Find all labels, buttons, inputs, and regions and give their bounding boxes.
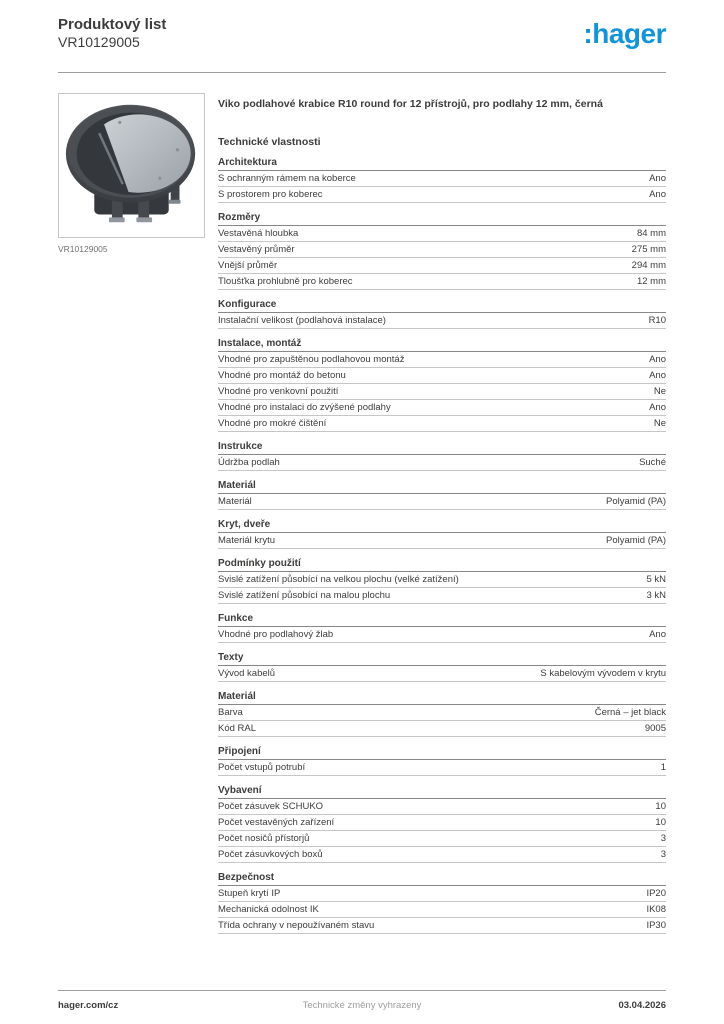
- spec-value: 294 mm: [631, 259, 666, 271]
- spec-value: 3: [660, 848, 666, 860]
- spec-value: IP20: [646, 887, 666, 899]
- spec-section: [218, 441, 666, 471]
- spec-section: [218, 558, 666, 604]
- spec-label: Vhodné pro zapuštěnou podlahovou montáž: [218, 353, 405, 365]
- spec-label: Počet zásuvkových boxů: [218, 848, 323, 860]
- spec-row: [218, 831, 666, 847]
- spec-value: Ano: [649, 628, 666, 640]
- spec-section: [218, 157, 666, 203]
- document-title: Produktový list: [58, 16, 167, 33]
- spec-value: 10: [655, 800, 666, 812]
- footer-website-link[interactable]: hager.com/cz: [58, 1000, 119, 1011]
- spec-row: [218, 171, 666, 187]
- spec-label: Vývod kabelů: [218, 667, 276, 679]
- spec-row: [218, 242, 666, 258]
- spec-value: IK08: [646, 903, 666, 915]
- spec-section-title: Vybavení: [218, 785, 666, 799]
- spec-value: Polyamid (PA): [605, 534, 666, 546]
- spec-row: [218, 705, 666, 721]
- footer-divider: [58, 990, 666, 991]
- spec-row: [218, 533, 666, 549]
- footer-disclaimer: Technické změny vyhrazeny: [302, 1000, 422, 1011]
- spec-value: 5 kN: [646, 573, 666, 585]
- spec-label: S ochranným rámem na koberce: [218, 172, 356, 184]
- product-title: Viko podlahové krabice R10 round for 12 přístrojů, pro podlahy 12 mm, černá: [218, 98, 603, 110]
- spec-value: 275 mm: [631, 243, 666, 255]
- spec-section-title: Konfigurace: [218, 299, 666, 313]
- spec-row: [218, 368, 666, 384]
- spec-row: [218, 886, 666, 902]
- page-header: [58, 16, 666, 66]
- spec-value: Suché: [639, 456, 666, 468]
- spec-label: Vhodné pro instalaci do zvýšené podlahy: [218, 401, 391, 413]
- spec-label: Vestavěná hloubka: [218, 227, 299, 239]
- page-footer: [58, 1000, 666, 1011]
- spec-label: Vhodné pro montáž do betonu: [218, 369, 346, 381]
- spec-section-title: Rozměry: [218, 212, 666, 226]
- spec-row: [218, 721, 666, 737]
- spec-value: Ne: [653, 417, 666, 429]
- spec-row: [218, 572, 666, 588]
- spec-section-title: Texty: [218, 652, 666, 666]
- spec-label: S prostorem pro koberec: [218, 188, 323, 200]
- spec-row: [218, 760, 666, 776]
- spec-label: Vhodné pro venkovní použití: [218, 385, 339, 397]
- spec-value: 10: [655, 816, 666, 828]
- header-divider: [58, 72, 666, 73]
- spec-value: Ano: [649, 369, 666, 381]
- spec-value: 3: [660, 832, 666, 844]
- spec-label: Mechanická odolnost IK: [218, 903, 319, 915]
- spec-label: Vestavěný průměr: [218, 243, 295, 255]
- spec-section: [218, 480, 666, 510]
- spec-value: Ano: [649, 353, 666, 365]
- spec-section: [218, 652, 666, 682]
- spec-section-title: Kryt, dveře: [218, 519, 666, 533]
- spec-section-title: Podmínky použití: [218, 558, 666, 572]
- spec-label: Třída ochrany v nepoužívaném stavu: [218, 919, 375, 931]
- spec-value: Ano: [649, 188, 666, 200]
- spec-section: [218, 212, 666, 290]
- spec-section: [218, 299, 666, 329]
- spec-row: [218, 400, 666, 416]
- spec-row: [218, 416, 666, 432]
- product-reference: VR10129005: [58, 34, 140, 50]
- spec-column: [218, 93, 666, 934]
- spec-section-title: Bezpečnost: [218, 872, 666, 886]
- spec-value: IP30: [646, 919, 666, 931]
- spec-row: [218, 313, 666, 329]
- spec-label: Stupeň krytí IP: [218, 887, 281, 899]
- spec-label: Instalační velikost (podlahová instalace): [218, 314, 386, 326]
- spec-section-title: Materiál: [218, 480, 666, 494]
- spec-row: [218, 902, 666, 918]
- product-image-column: [58, 93, 208, 254]
- spec-section-title: Připojení: [218, 746, 666, 760]
- spec-sections: [218, 157, 666, 934]
- product-image-caption: VR10129005: [58, 244, 108, 254]
- spec-label: Materiál: [218, 495, 252, 507]
- spec-label: Vhodné pro mokré čištění: [218, 417, 327, 429]
- spec-section-title: Instalace, montáž: [218, 338, 666, 352]
- main-content: [58, 93, 666, 934]
- spec-row: [218, 494, 666, 510]
- spec-label: Kód RAL: [218, 722, 257, 734]
- spec-label: Tloušťka prohlubně pro koberec: [218, 275, 353, 287]
- spec-section: [218, 519, 666, 549]
- spec-value: Ano: [649, 401, 666, 413]
- spec-section: [218, 785, 666, 863]
- spec-label: Vhodné pro podlahový žlab: [218, 628, 334, 640]
- spec-label: Údržba podlah: [218, 456, 280, 468]
- spec-row: [218, 918, 666, 934]
- spec-value: Polyamid (PA): [605, 495, 666, 507]
- spec-row: [218, 847, 666, 863]
- spec-label: Barva: [218, 706, 243, 718]
- hager-logo: :hager: [583, 18, 666, 49]
- spec-label: Počet vestavěných zařízení: [218, 816, 335, 828]
- spec-section-title: Materiál: [218, 691, 666, 705]
- spec-section: [218, 338, 666, 432]
- spec-row: [218, 666, 666, 682]
- spec-section-title: Architektura: [218, 157, 666, 171]
- spec-label: Počet nosičů přístorjů: [218, 832, 310, 844]
- spec-row: [218, 799, 666, 815]
- spec-label: Počet vstupů potrubí: [218, 761, 306, 773]
- spec-section-title: Funkce: [218, 613, 666, 627]
- spec-row: [218, 352, 666, 368]
- spec-label: Počet zásuvek SCHUKO: [218, 800, 324, 812]
- spec-row: [218, 815, 666, 831]
- spec-value: Černá – jet black: [594, 706, 666, 718]
- footer-date: 03.04.2026: [618, 1000, 666, 1011]
- spec-value: Ano: [649, 172, 666, 184]
- spec-value: S kabelovým vývodem v krytu: [540, 667, 666, 679]
- spec-section: [218, 613, 666, 643]
- spec-row: [218, 627, 666, 643]
- spec-label: Vnější průměr: [218, 259, 278, 271]
- spec-value: 1: [660, 761, 666, 773]
- spec-value: 84 mm: [636, 227, 666, 239]
- spec-value: Ne: [653, 385, 666, 397]
- spec-value: 9005: [644, 722, 666, 734]
- spec-row: [218, 274, 666, 290]
- spec-row: [218, 455, 666, 471]
- floor-box-illustration: [59, 94, 204, 237]
- product-image: [58, 93, 205, 238]
- spec-section: [218, 691, 666, 737]
- spec-section: [218, 872, 666, 934]
- tech-properties-heading: Technické vlastnosti: [218, 135, 321, 148]
- spec-row: [218, 187, 666, 203]
- spec-label: Svislé zatížení působící na velkou plochu (velké zatížení): [218, 573, 459, 585]
- spec-value: R10: [648, 314, 666, 326]
- spec-value: 3 kN: [646, 589, 666, 601]
- spec-row: [218, 588, 666, 604]
- spec-row: [218, 226, 666, 242]
- spec-section-title: Instrukce: [218, 441, 666, 455]
- spec-section: [218, 746, 666, 776]
- spec-label: Svislé zatížení působící na malou plochu: [218, 589, 391, 601]
- spec-label: Materiál krytu: [218, 534, 276, 546]
- spec-row: [218, 384, 666, 400]
- spec-row: [218, 258, 666, 274]
- spec-value: 12 mm: [636, 275, 666, 287]
